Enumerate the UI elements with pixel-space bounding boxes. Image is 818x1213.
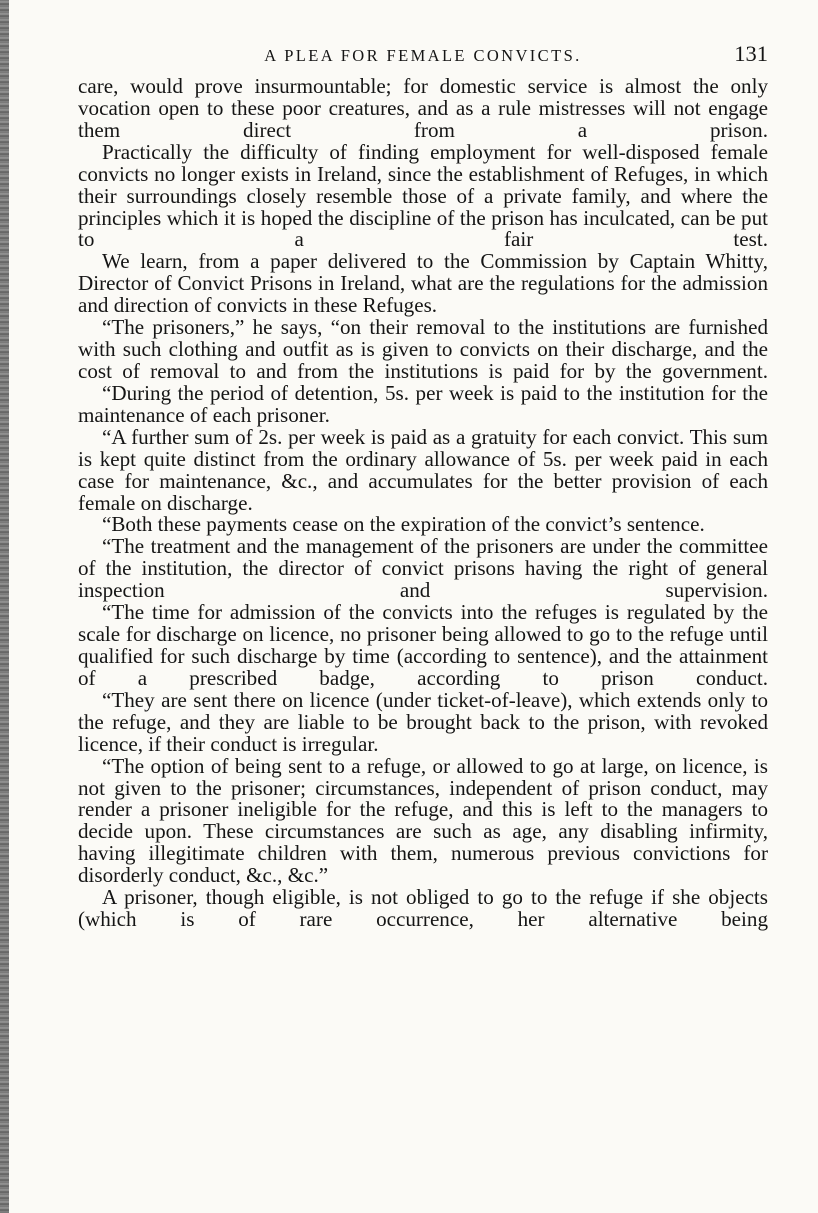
paragraph-2: Practically the difficulty of finding employment for well-disposed female convicts no longer exists in Ireland, since the establishment of Refuges, in which their surroundings closely resemble those of a private family, and where the principles which it is hoped the discipline of the prison has inculcated, can be put to a fair test.: [78, 139, 768, 252]
page-binding-edge: [0, 0, 9, 1213]
paragraph-9: “The time for admission of the convicts into the refuges is regulated by the scale for discharge on licence, no prisoner being allowed to go to the refuge until qualified for such discharge by time (according to sentence), and the attainment of a prescribed badge, according to prison conduct.: [78, 600, 768, 690]
running-header: [78, 38, 768, 74]
paragraph-12: A prisoner, though eligible, is not obliged to go to the refuge if she objects (which is of rare occurrence, her alternative being: [78, 885, 768, 932]
paragraph-8: “The treatment and the management of the prisoners are under the committee of the institution, the director of convict prisons having the right of general inspection and supervision.: [78, 534, 768, 603]
page-number: 131: [734, 41, 768, 66]
paragraph-6: “A further sum of 2s. per week is paid as a gratuity for each convict. This sum is kept quite distinct from the ordinary allowance of 5s. per week paid in each case for maintenance, &c., and accumulates for the better provision of each female on discharge.: [78, 424, 768, 515]
paragraph-11: “The option of being sent to a refuge, or allowed to go at large, on licence, is not given to the prisoner; circumstances, independent of prison conduct, may render a prisoner ineligible for the refuge, and this is left to the managers to decide upon. These circumstances are such as age, any disabling infirmity, having illegitimate children with them, numerous previous convictions for disorderly conduct, &c., &c.”: [78, 753, 768, 888]
paragraph-1: care, would prove insurmountable; for domestic service is almost the only vocation open to these poor creatures, and as a rule mistresses will not engage them direct from a prison.: [78, 74, 768, 142]
body-text: [78, 76, 768, 931]
paragraph-5: “During the period of detention, 5s. per week is paid to the institution for the maintenance of each prisoner.: [78, 380, 768, 427]
running-title: A PLEA FOR FEMALE CONVICTS.: [264, 46, 582, 65]
paragraph-7: “Both these payments cease on the expiration of the convict’s sentence.: [102, 512, 705, 537]
book-page: [78, 38, 768, 931]
paragraph-3: We learn, from a paper delivered to the Commission by Captain Whitty, Director of Convict Prisons in Ireland, what are the regulations for the admission and direction of convicts in these Refuges.: [78, 249, 768, 318]
paragraph-4: “The prisoners,” he says, “on their removal to the institutions are furnished with such clothing and outfit as is given to convicts on their discharge, and the cost of removal to and from the institutions is paid for by the government.: [78, 315, 768, 383]
paragraph-10: “They are sent there on licence (under ticket-of-leave), which extends only to the refuge, and they are liable to be brought back to the prison, with revoked licence, if their conduct is irregular.: [78, 687, 768, 756]
